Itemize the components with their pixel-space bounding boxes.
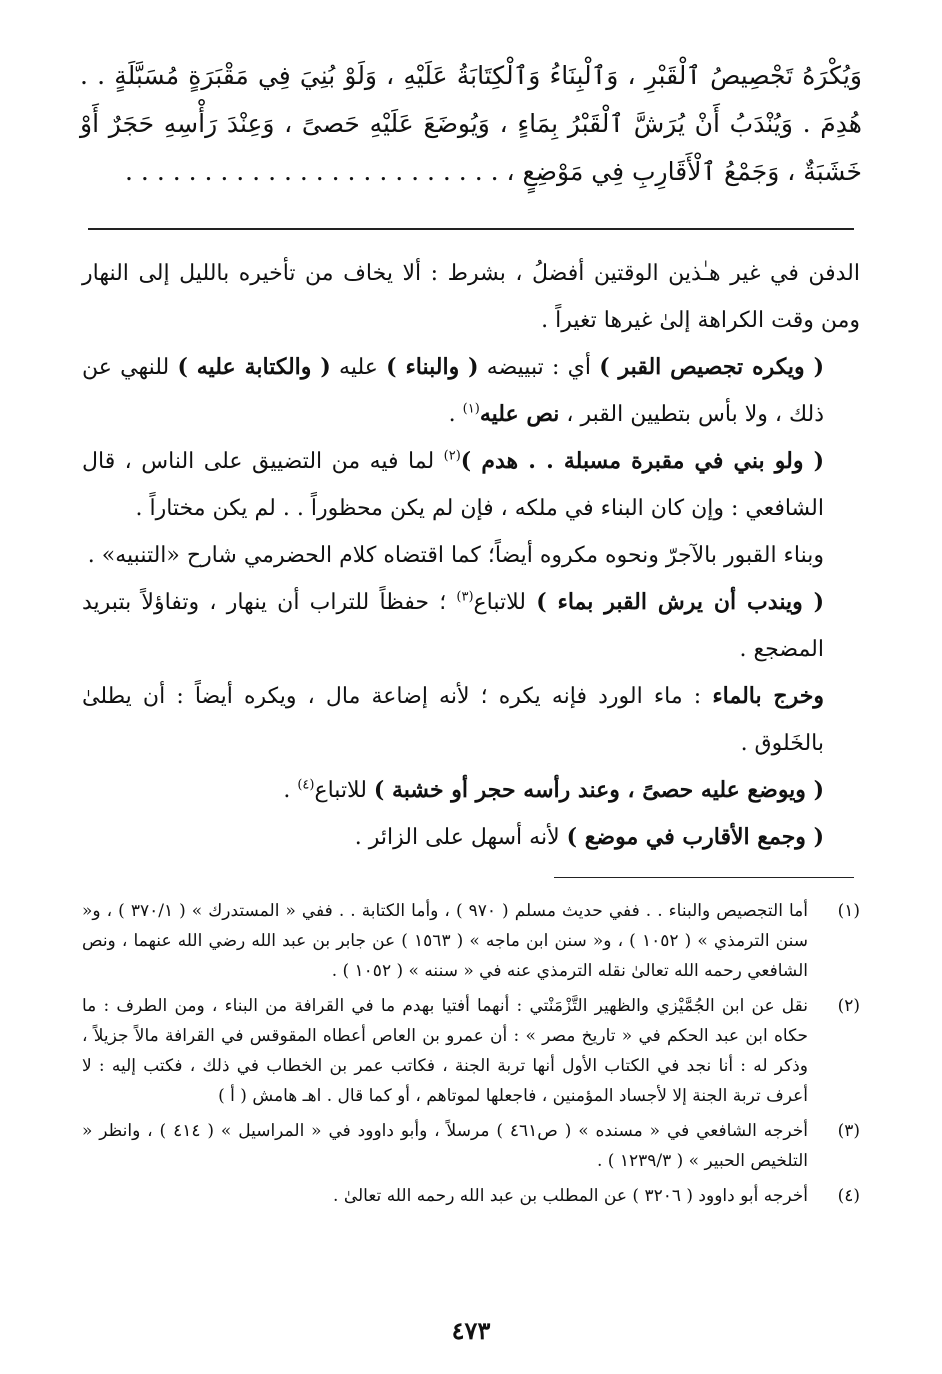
sharh-paragraph-1: الدفن في غير هـٰذين الوقتين أفضلُ ، بشرط : ألا يخاف من تأخيره بالليل إلى النهار ومن وقت الكراهة إلىٰ غيرها تغيراً . <box>82 261 860 333</box>
footnote-3 <box>82 1116 860 1176</box>
bold-phrase: نص عليه <box>479 401 560 427</box>
quoted-matn: ( والكتابة عليه ) <box>177 354 331 380</box>
footnote-number: (٤) <box>837 1186 860 1206</box>
commentary-text: أي : تبييضه <box>478 355 600 380</box>
footnote-ref[interactable]: (١) <box>462 401 480 417</box>
sharh-paragraph-5 <box>82 579 860 673</box>
footnote-number: (١) <box>837 901 860 921</box>
footnote-text: أما التجصيص والبناء . . ففي حديث مسلم ( ٩٧٠ ) ، وأما الكتابة . . ففي « المستدرك » ( ٣٧٠/١ ) ، و« سنن الترمذي » ( ١٠٥٢ ) ، و« سنن ابن ماجه » ( ١٥٦٣ ) عن جابر بن عبد الله رضي الله عنهما ، ونص الشافعي رحمه الله تعالىٰ نقله الترمذي عنه في « سننه » ( ١٠٥٢ ) . <box>82 901 808 981</box>
quoted-matn: ( ويوضع عليه حصىً ، وعند رأسه حجر أو خشبة ) <box>373 777 824 803</box>
matn-divider <box>88 228 854 230</box>
commentary-text: عليه <box>330 355 387 380</box>
commentary-text: للنهي عن ذلك ، ولا بأس بتطيين القبر ، <box>82 355 824 427</box>
sharh-paragraph-8 <box>82 814 860 861</box>
footnote-divider <box>554 877 854 878</box>
footnote-number: (٢) <box>837 996 860 1016</box>
footnote-text: أخرجه الشافعي في « مسنده » ( ص٤٦١ ) مرسلاً ، وأبو داوود في « المراسيل » ( ٤١٤ ) ، وانظر « التلخيص الحبير » ( ١٢٣٩/٣ ) . <box>82 1121 809 1171</box>
quoted-matn: ( ولو بني في مقبرة مسبلة . . هدم ) <box>460 448 824 474</box>
footnote-text: نقل عن ابن الجُمَّيْزي والظهير التَّزْمَنْتي : أنهما أفتيا بهدم ما في القرافة من البناء ، ومن الطرف : ما حكاه ابن عبد الحكم في « تاريخ مصر » : أن عمرو بن العاص أعطاه المقوقس في القرافة مالاً جزيلاً ، وذكر له : أنا نجد في الكتاب الأول أنها تربة الجنة ، فكاتب عمر بن الخطاب في ذلك ، فكتب إليه : لا أعرف تربة الجنة إلا لأجساد المؤمنين ، فاجعلها لموتاهم ، أو كما قال . اهـ هامش ( أ ) <box>82 996 808 1106</box>
sharh-paragraph-4: وبناء القبور بالآجرّ ونحوه مكروه أيضاً؛ كما اقتضاه كلام الحضرمي شارح «التنبيه» . <box>87 543 824 568</box>
commentary-text: . <box>448 402 463 427</box>
commentary-text: لأنه أسهل على الزائر . <box>354 825 567 850</box>
quoted-matn: ( والبناء ) <box>386 354 479 380</box>
footnote-number: (٣) <box>837 1121 860 1141</box>
footnote-2 <box>82 991 860 1111</box>
sharh-commentary <box>82 250 860 861</box>
quoted-matn: ( ويندب أن يرش القبر بماء ) <box>536 589 824 615</box>
bold-phrase: وخرج بالماء <box>712 683 824 709</box>
commentary-text: : ماء الورد فإنه يكره ؛ لأنه إضاعة مال ، ويكره أيضاً : أن يطلىٰ بالخَلوق . <box>82 684 824 756</box>
footnote-ref[interactable]: (٢) <box>443 448 461 464</box>
commentary-text: للاتباع <box>314 778 374 803</box>
quoted-matn: ( وجمع الأقارب في موضع ) <box>566 824 824 850</box>
quoted-matn: ( ويكره تجصيص القبر ) <box>599 354 824 380</box>
sharh-paragraph-2 <box>82 344 860 438</box>
footnotes <box>82 896 860 1216</box>
commentary-text: لما فيه من التضييق على الناس ، قال الشافعي : وإن كان البناء في ملكه ، فإن لم يكن محظوراً . . لم يكن مختاراً . <box>82 449 824 521</box>
footnote-ref[interactable]: (٣) <box>456 589 474 605</box>
footnote-ref[interactable]: (٤) <box>297 777 315 793</box>
sharh-paragraph-6 <box>82 673 860 767</box>
footnote-text: أخرجه أبو داوود ( ٣٢٠٦ ) عن المطلب بن عبد الله رحمه الله تعالىٰ . <box>333 1186 808 1206</box>
sharh-paragraph-3 <box>82 438 860 532</box>
footnote-1 <box>82 896 860 986</box>
sharh-paragraph-7 <box>82 767 860 814</box>
commentary-text: للاتباع <box>473 590 537 615</box>
footnote-4 <box>82 1181 860 1211</box>
page-number: ٤٧٣ <box>451 1316 491 1345</box>
commentary-text: . <box>283 778 298 803</box>
matn-text: وَيُكْرَهُ تَجْصِيصُ ٱلْقَبْرِ ، وَٱلْبِنَاءُ وَٱلْكِتَابَةُ عَلَيْهِ ، وَلَوْ بُنِيَ فِي مَقْبَرَةٍ مُسَبَّلَةٍ . . هُدِمَ . وَيُنْدَبُ أَنْ يُرَشَّ ٱلْقَبْرُ بِمَاءٍ ، وَيُوضَعَ عَلَيْهِ حَصىً ، وَعِنْدَ رَأْسِهِ حَجَرٌ أَوْ خَشَبَةٌ ، وَجَمْعُ ٱلْأَقَارِبِ فِي مَوْضِعٍ ، . . . . . . . . . . . . . . . . . . . . . . . . <box>80 61 862 186</box>
commentary-text: ؛ حفظاً للتراب أن ينهار ، وتفاؤلاً بتبريد المضجع . <box>82 590 824 662</box>
